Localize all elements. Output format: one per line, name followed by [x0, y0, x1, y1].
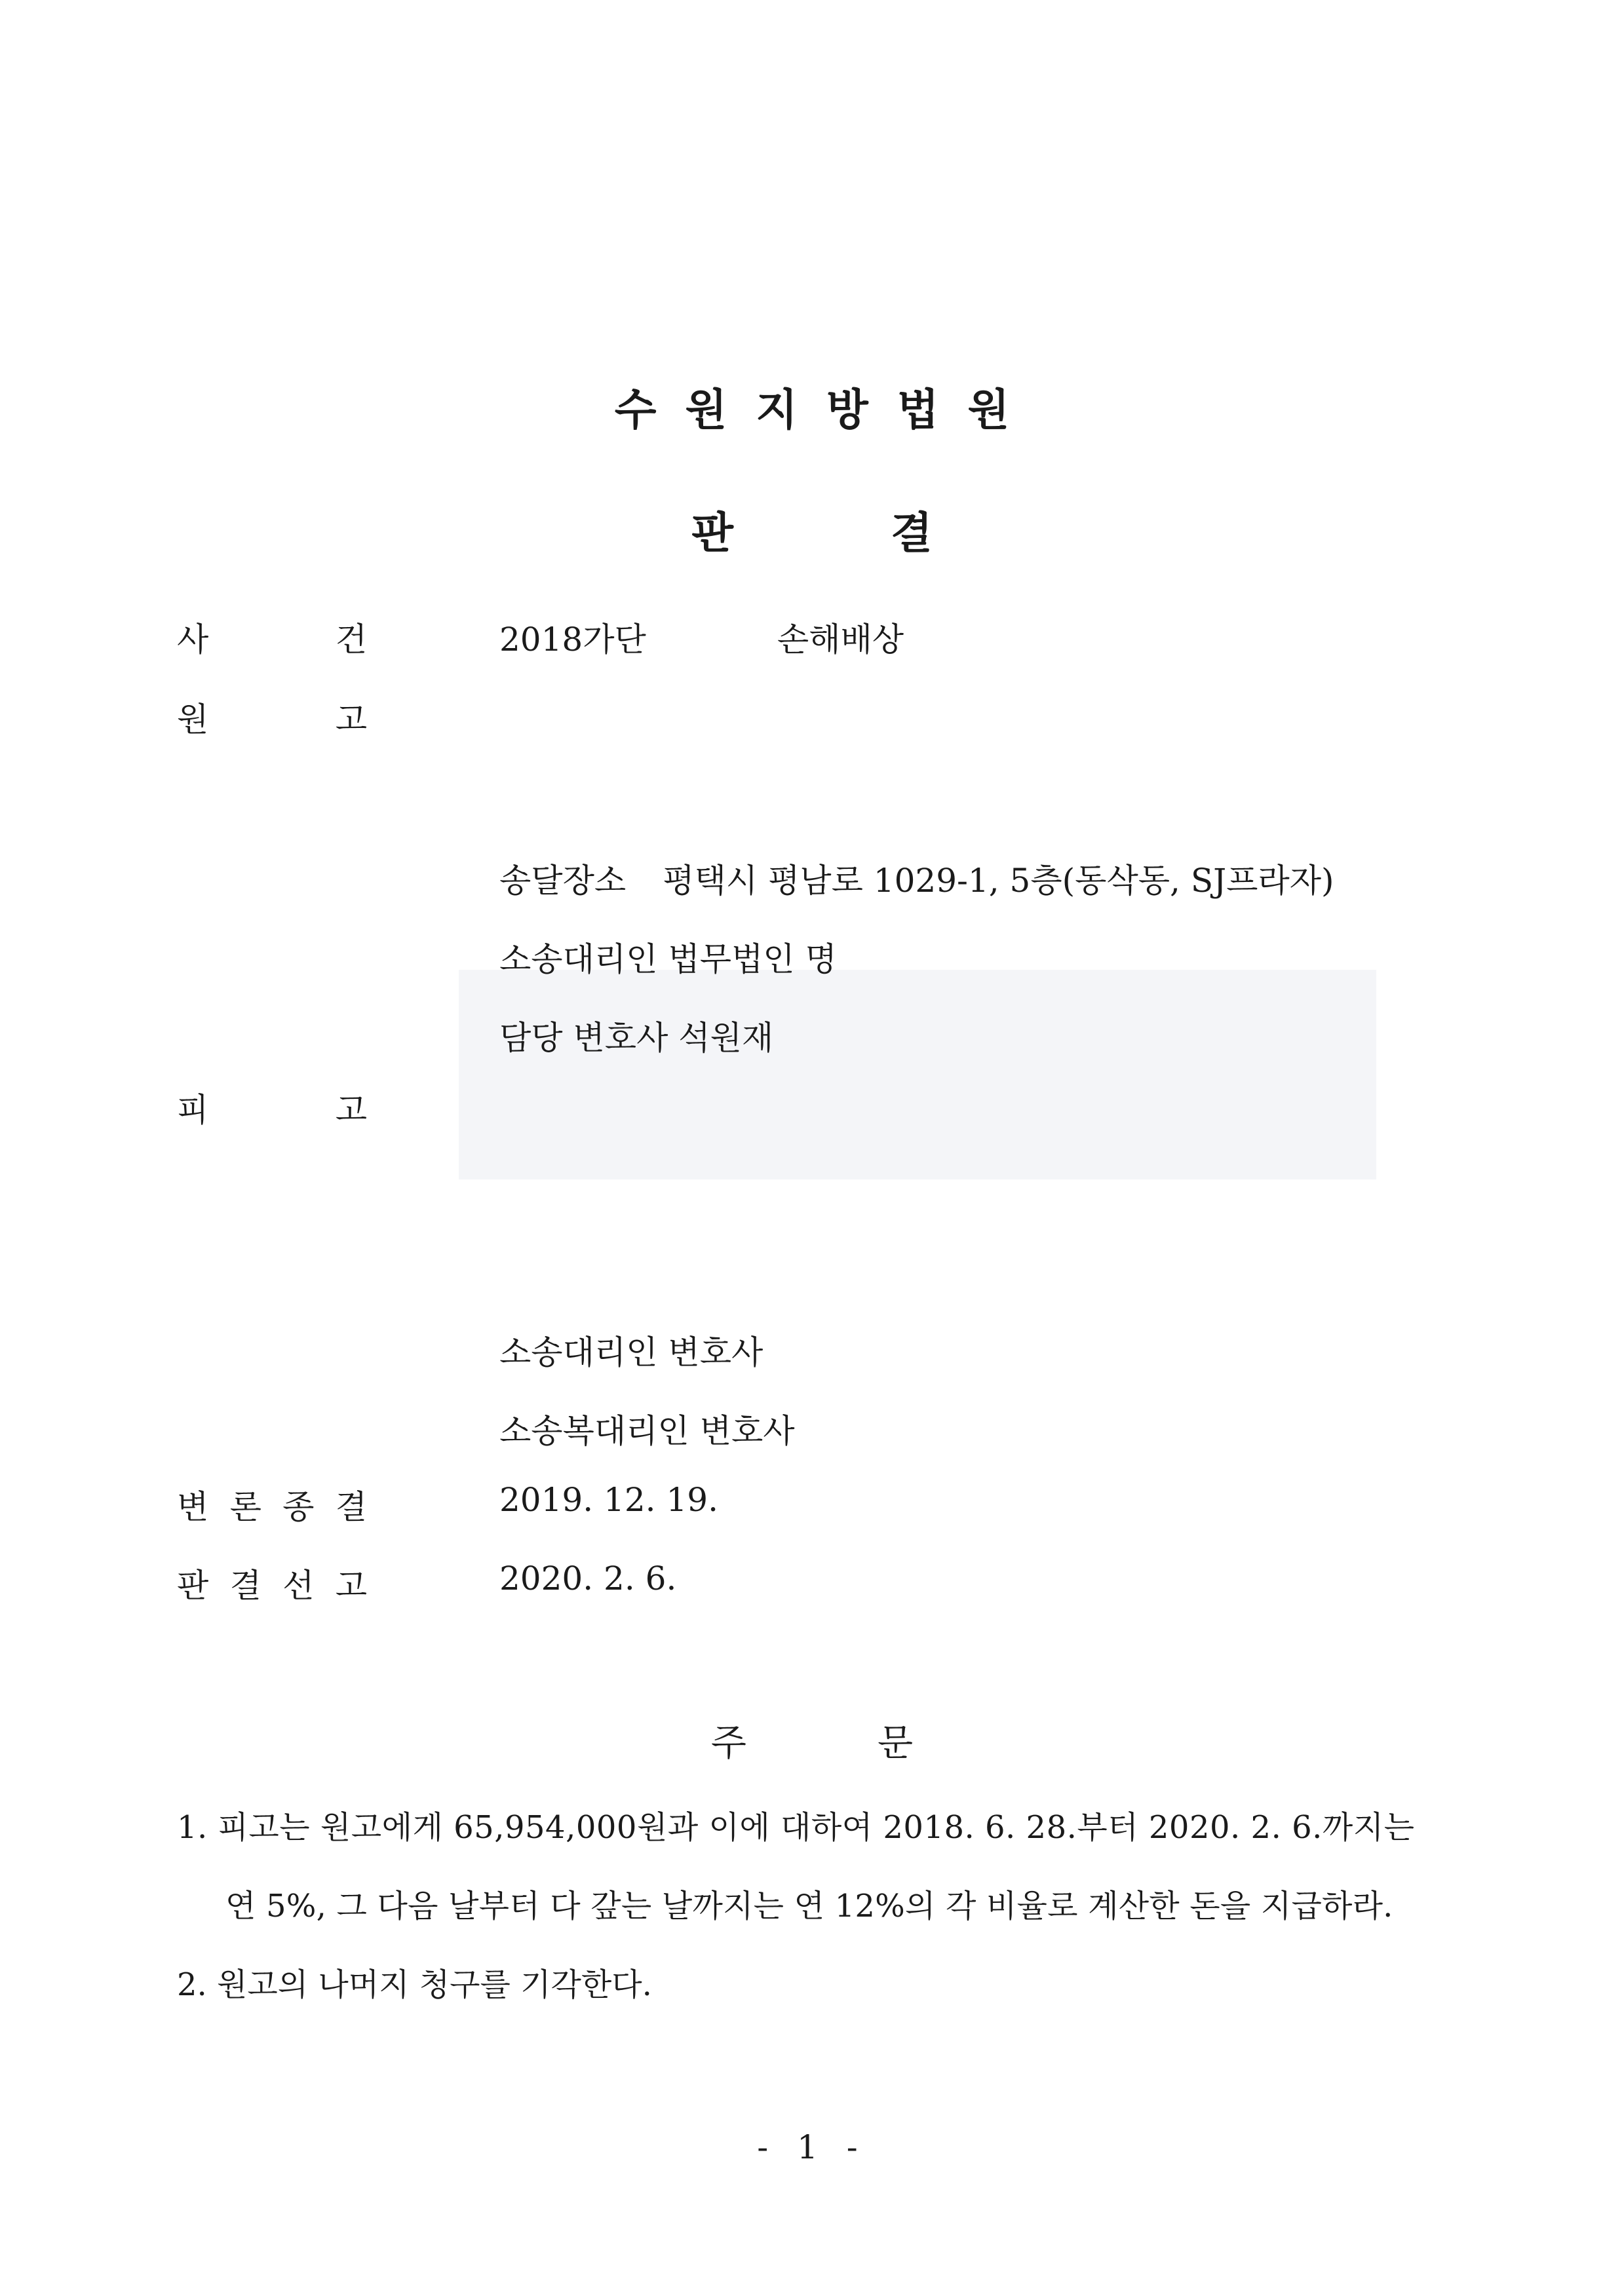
service-address-value: 평택시 평남로 1029-1, 5층(동삭동, SJ프라자)	[663, 862, 1334, 900]
document-type-title: 판결	[691, 508, 1090, 558]
disposition-title: 주문	[710, 1722, 1045, 1765]
plaintiff-attorney: 소송대리인 법무법인 명	[499, 940, 837, 978]
hearing-closed-date: 2019. 12. 19.	[499, 1481, 718, 1519]
judgment-date-value: 2020. 2. 6.	[499, 1559, 677, 1598]
hearing-closed-label: 변 론 종 결	[177, 1488, 367, 1526]
service-address-label: 송달장소	[499, 862, 627, 900]
case-number: 2018가단	[499, 621, 646, 659]
case-value	[499, 613, 904, 660]
defendant-label: 피 고	[177, 1091, 367, 1129]
faded-stamp-mark	[459, 970, 1376, 1179]
case-name: 손해배상	[777, 621, 904, 659]
page-number: - 1 -	[757, 2128, 867, 2166]
plaintiff-lawyer: 담당 변호사 석원재	[499, 1019, 774, 1057]
defendant-attorney: 소송대리인 변호사	[499, 1333, 764, 1371]
plaintiff-service-address	[499, 854, 1334, 902]
disposition-item-1-line-1: 1. 피고는 원고에게 65,954,000원과 이에 대하여 2018. 6. 28.부터 2020. 2. 6.까지는	[177, 1809, 1415, 1846]
disposition-item-2: 2. 원고의 나머지 청구를 기각한다.	[177, 1966, 652, 2003]
plaintiff-label: 원 고	[177, 700, 367, 738]
judgment-date-label: 판 결 선 고	[177, 1567, 367, 1605]
case-label: 사 건	[177, 621, 367, 659]
defendant-sub-attorney: 소송복대리인 변호사	[499, 1412, 795, 1450]
court-name: 수원지방법원	[614, 385, 1039, 435]
disposition-item-1-line-2: 연 5%, 그 다음 날부터 다 갚는 날까지는 연 12%의 각 비율로 계산한 돈을 지급하라.	[225, 1888, 1393, 1924]
